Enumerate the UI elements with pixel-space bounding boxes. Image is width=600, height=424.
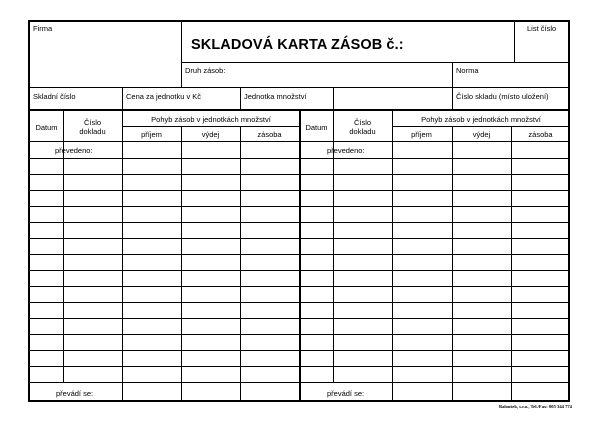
divider — [122, 126, 300, 127]
firma-label: Firma — [33, 24, 53, 33]
form-title: SKLADOVÁ KARTA ZÁSOB č.: — [191, 37, 404, 53]
vydej-header: výdej — [472, 130, 491, 139]
prevadi-se-label: převádí se: — [56, 389, 94, 398]
printer-imprint: Baloušek, s.r.o., Tel./Fax: 005 344 774 — [499, 404, 572, 409]
stock-card-form — [28, 20, 570, 402]
cislo-header-line2: dokladu — [349, 127, 376, 136]
jednotka-label: Jednotka množství — [244, 92, 307, 101]
prevedeno-label: převedeno: — [55, 146, 93, 155]
divider — [181, 62, 570, 63]
prijem-header: příjem — [411, 130, 432, 139]
vydej-header: výdej — [201, 130, 220, 139]
divider — [181, 22, 182, 88]
zasoba-header: zásoba — [257, 130, 282, 139]
cislo-header-line2: dokladu — [79, 127, 106, 136]
divider — [240, 87, 241, 110]
druh-zasob-label: Druh zásob: — [185, 66, 226, 75]
divider — [392, 126, 570, 127]
norma-label: Norma — [456, 66, 479, 75]
prevadi-se-label: převádí se: — [327, 389, 365, 398]
divider — [30, 87, 570, 88]
cena-label: Cena za jednotku v Kč — [126, 92, 202, 101]
cislo-header-line1: Číslo — [83, 118, 102, 127]
divider — [452, 62, 453, 110]
cislo-skladu-label: Číslo skladu (místo uložení) — [456, 92, 549, 101]
divider — [30, 382, 570, 383]
cislo-header-line1: Číslo — [353, 118, 372, 127]
list-cislo-label: List číslo — [527, 24, 557, 33]
prijem-header: příjem — [141, 130, 162, 139]
divider — [514, 22, 515, 63]
prevedeno-label: převedeno: — [327, 146, 365, 155]
divider — [30, 158, 570, 159]
datum-header: Datum — [35, 123, 58, 132]
divider — [333, 87, 334, 110]
divider — [30, 141, 570, 142]
datum-header: Datum — [305, 123, 328, 132]
zasoba-header: zásoba — [528, 130, 553, 139]
divider — [122, 87, 123, 110]
center-divider — [299, 110, 301, 402]
pohyb-header: Pohyb zásob v jednotkách množství — [421, 115, 541, 124]
pohyb-header: Pohyb zásob v jednotkách množství — [151, 115, 271, 124]
skladni-cislo-label: Skladní číslo — [33, 92, 76, 101]
